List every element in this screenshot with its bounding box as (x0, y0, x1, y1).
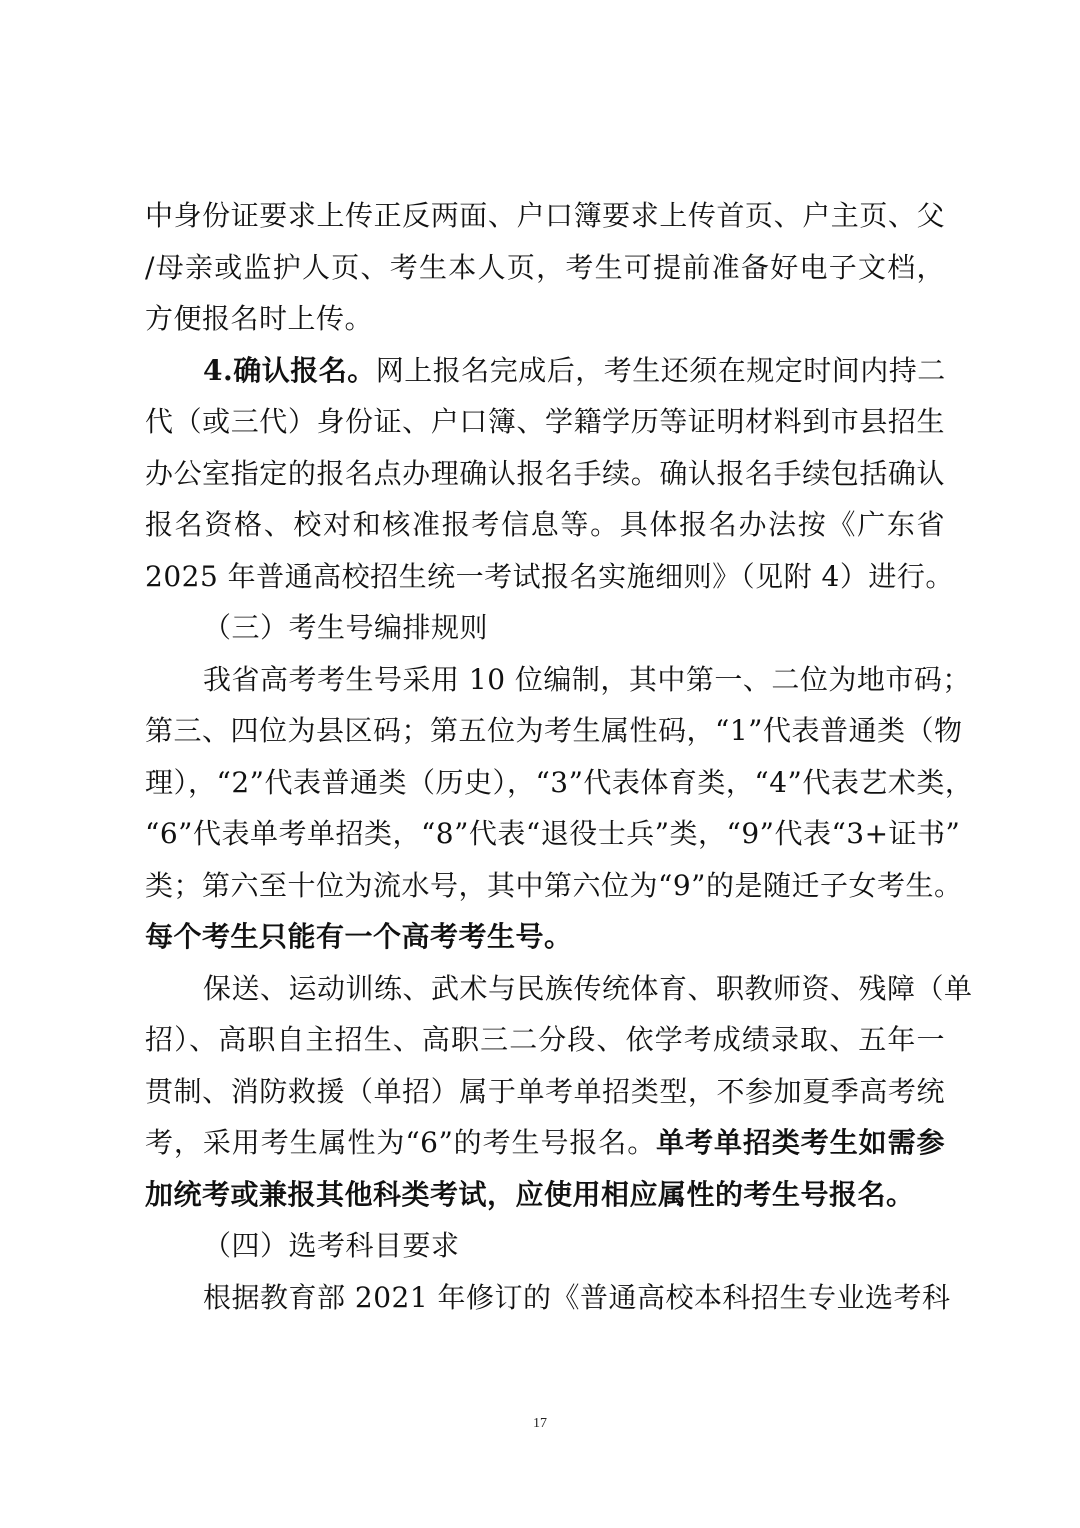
text-span: 类；第六至十位为流水号，其中第六位为“9”的是随迁子女考生。 (145, 868, 963, 902)
text-line (145, 757, 974, 809)
emphasis-bold: 加统考或兼报其他科类考试，应使用相应属性的考生号报名。 (145, 1177, 915, 1211)
text-line (145, 396, 945, 448)
text-span: 报名资格、校对和核准报考信息等。具体报名办法按《广东省 (145, 508, 945, 541)
heading-text: （三）考生号编排规则 (203, 611, 489, 644)
text-line (145, 190, 945, 242)
text-line (145, 1169, 945, 1221)
heading-text: （四）选考科目要求 (203, 1229, 460, 1262)
text-line (145, 860, 963, 912)
text-line (145, 654, 971, 706)
section-heading (145, 1220, 945, 1272)
text-span: 网上报名完成后，考生还须在规定时间内持二 (375, 353, 946, 387)
text-line (145, 293, 945, 345)
text-line (145, 1066, 945, 1118)
text-span: 中身份证要求上传正反两面、户口簿要求上传首页、户主页、父 (145, 199, 945, 232)
section-heading (145, 602, 945, 654)
text-span: 贯制、消防救援（单招）属于单考单招类型，不参加夏季高考统 (145, 1074, 945, 1108)
text-line (145, 242, 945, 294)
document-body (145, 190, 974, 1323)
text-span: 招）、高职自主招生、高职三二分段、依学考成绩录取、五年一 (145, 1023, 945, 1056)
text-line (145, 345, 945, 397)
text-span: 第三、四位为县区码；第五位为考生属性码，“1”代表普通类（物 (145, 714, 963, 747)
text-span: 办公室指定的报名点办理确认报名手续。确认报名手续包括确认 (145, 456, 945, 490)
text-line (145, 1272, 951, 1324)
text-line (145, 1014, 945, 1066)
text-span: 根据教育部 2021 年修订的《普通高校本科招生专业选考科 (203, 1280, 951, 1314)
page-number: 17 (533, 1416, 547, 1431)
section-lead-bold: 4.确认报名。 (203, 353, 376, 387)
text-span: 我省高考考生号采用 10 位编制，其中第一、二位为地市码； (203, 662, 971, 696)
text-span: 代（或三代）身份证、户口簿、学籍学历等证明材料到市县招生 (145, 405, 945, 438)
emphasis-bold: 每个考生只能有一个高考考生号。 (145, 920, 573, 953)
text-span: /母亲或监护人页、考生本人页，考生可提前准备好电子文档， (145, 250, 945, 284)
text-line (145, 448, 945, 500)
text-line (145, 499, 945, 551)
text-line (145, 705, 963, 757)
emphasis-bold: 单考单招类考生如需参 (656, 1126, 945, 1159)
text-line (145, 551, 954, 603)
text-line (145, 911, 945, 963)
text-span: 2025 年普通高校招生统一考试报名实施细则》（见附 4）进行。 (145, 559, 954, 593)
text-span: 方便报名时上传。 (145, 302, 374, 335)
text-span: “6”代表单考单招类，“8”代表“退役士兵”类，“9”代表“3+证书” (145, 817, 961, 850)
text-span: 考，采用考生属性为“6”的考生号报名。 (145, 1126, 657, 1159)
text-span: 理），“2”代表普通类（历史），“3”代表体育类，“4”代表艺术类， (145, 765, 974, 799)
text-line (145, 808, 961, 860)
text-span: 保送、运动训练、武术与民族传统体育、职教师资、残障（单 (203, 971, 973, 1005)
text-line (145, 1117, 945, 1169)
text-line (145, 963, 973, 1015)
